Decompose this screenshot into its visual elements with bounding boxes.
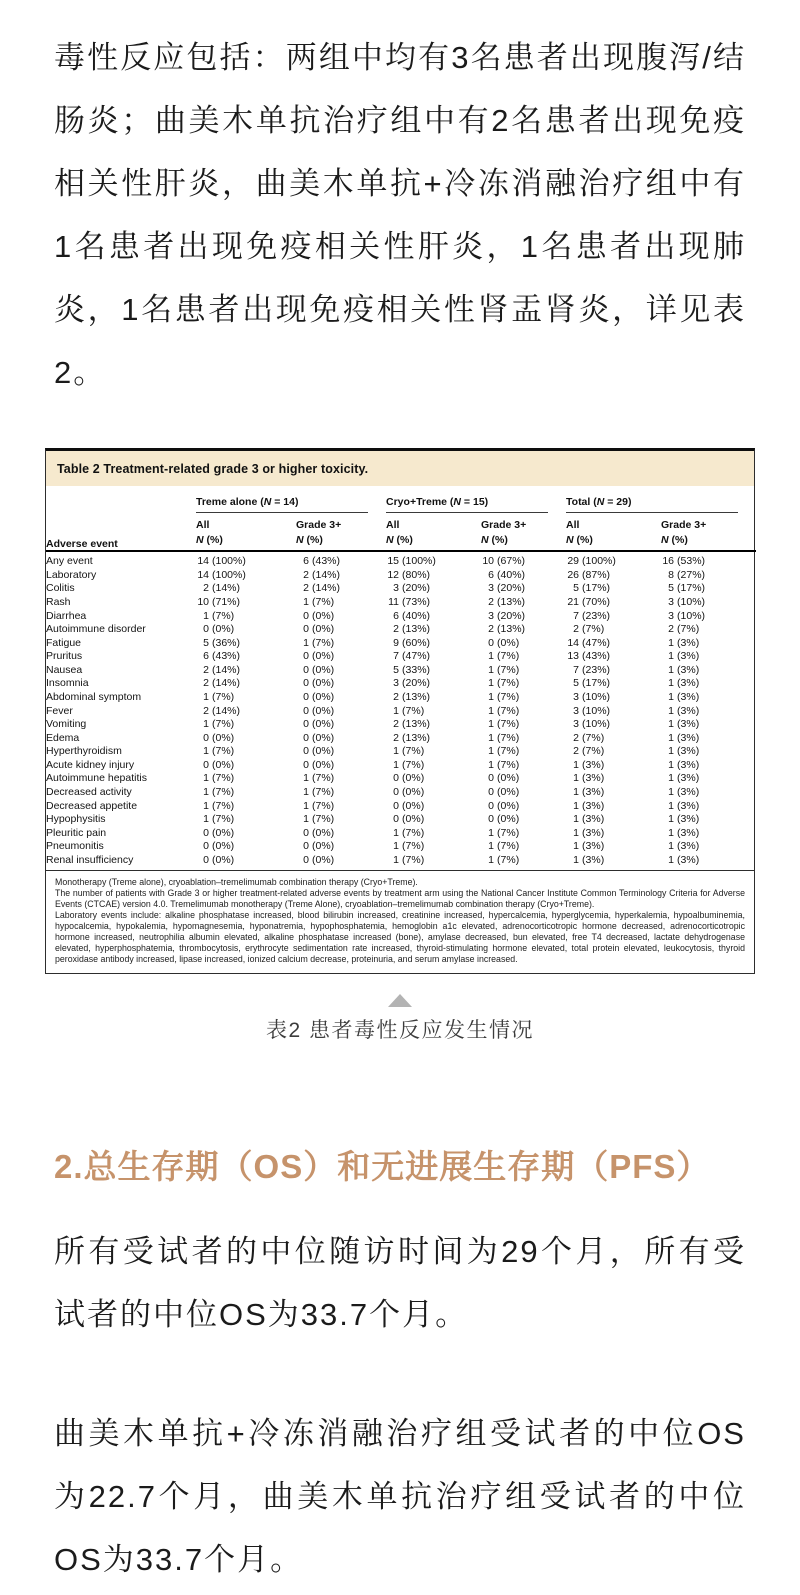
table-row	[46, 853, 756, 867]
table-cell: 1 (7%)	[488, 758, 520, 771]
table-cell: 0 (0%)	[393, 786, 425, 799]
adverse-event-name: Laboratory	[46, 568, 97, 581]
table-cell: 1 (7%)	[203, 718, 235, 731]
table-cell: 5 (36%)	[203, 636, 241, 649]
table-cell: 2 (13%)	[393, 690, 431, 703]
table-cell: 1 (3%)	[668, 690, 700, 703]
table-cell: 0 (0%)	[488, 799, 520, 812]
table-cell: 1 (3%)	[668, 731, 700, 744]
table-cell: 2 (13%)	[488, 623, 526, 636]
table-cell: 1 (3%)	[668, 813, 700, 826]
adverse-event-name: Autoimmune disorder	[46, 623, 146, 636]
adverse-event-name: Pruritus	[46, 650, 83, 663]
table-row	[46, 772, 756, 786]
grade3-subheader: Grade 3+	[296, 519, 342, 531]
table-cell: 2 (14%)	[303, 568, 341, 581]
table-cell: 2 (14%)	[203, 582, 241, 595]
table-cell: 2 (13%)	[393, 718, 431, 731]
table-cell: 3 (10%)	[573, 704, 611, 717]
table-row	[46, 690, 756, 704]
table-cell: 1 (3%)	[668, 745, 700, 758]
table-cell: 1 (7%)	[488, 704, 520, 717]
table-cell: 1 (3%)	[573, 853, 605, 866]
table-cell: 1 (3%)	[668, 677, 700, 690]
table-cell: 0 (0%)	[393, 772, 425, 785]
table-cell: 1 (7%)	[203, 772, 235, 785]
adverse-event-name: Decreased activity	[46, 786, 132, 799]
table-cell: 0 (0%)	[488, 772, 520, 785]
table-cell: 2 (7%)	[573, 731, 605, 744]
table-cell: 0 (0%)	[393, 799, 425, 812]
table-cell: 1 (7%)	[393, 704, 425, 717]
adverse-event-name: Edema	[46, 731, 80, 744]
table-cell: 1 (3%)	[668, 704, 700, 717]
all-subheader: All	[566, 519, 580, 531]
table-row	[46, 609, 756, 623]
table-cell: 1 (3%)	[668, 663, 700, 676]
adverse-event-name: Diarrhea	[46, 609, 87, 622]
table-body	[46, 551, 756, 867]
table-cell: 2 (7%)	[573, 745, 605, 758]
table-cell: 3 (20%)	[488, 582, 526, 595]
followup-paragraph: 所有受试者的中位随访时间为29个月，所有受试者的中位OS为33.7个月。	[54, 1233, 746, 1332]
table-cell: 12 (80%)	[387, 568, 431, 581]
adverse-event-name: Rash	[46, 595, 71, 608]
table-cell: 6 (43%)	[303, 555, 341, 568]
table-cell: 7 (23%)	[573, 663, 611, 676]
table-caption: 表2 患者毒性反应发生情况	[265, 1018, 534, 1042]
table-cell: 1 (3%)	[668, 636, 700, 649]
table-cell: 1 (3%)	[668, 772, 700, 785]
footnote: The number of patients with Grade 3 or higher treatment-related adverse events by treatment arm using the National Cancer Institute Common Terminology Criteria for Adverse Events (CTCAE) version 4.0. Tremelimumab monotherapy (Treme Alone), cryoablation–tremelimumab combination therapy (Cryo+Treme).	[55, 887, 745, 909]
table-row	[46, 677, 756, 691]
table-cell: 3 (10%)	[573, 718, 611, 731]
toxicity-table	[46, 494, 756, 867]
table-cell: 0 (0%)	[488, 636, 520, 649]
table-cell: 11 (73%)	[388, 595, 431, 608]
table-cell: 1 (7%)	[303, 636, 335, 649]
table-cell: 1 (3%)	[573, 772, 605, 785]
table-cell: 1 (7%)	[488, 663, 520, 676]
adverse-event-name: Insomnia	[46, 677, 89, 690]
table-cell: 1 (7%)	[488, 826, 520, 839]
table-cell: 1 (7%)	[393, 745, 425, 758]
divider-triangle-icon	[388, 994, 412, 1007]
table-cell: 1 (7%)	[303, 786, 335, 799]
table-cell: 16 (53%)	[662, 555, 706, 568]
table-cell: 1 (3%)	[668, 826, 700, 839]
all-subheader: All	[196, 519, 210, 531]
table-cell: 0 (0%)	[303, 718, 335, 731]
n-pct-subheader: N (%)	[386, 534, 413, 546]
table-cell: 1 (3%)	[668, 799, 700, 812]
table-cell: 1 (7%)	[393, 853, 425, 866]
adverse-event-column-header: Adverse event	[46, 538, 118, 550]
table-cell: 26 (87%)	[567, 568, 611, 581]
table-row	[46, 799, 756, 813]
table-cell: 1 (7%)	[488, 650, 520, 663]
table2-figure	[45, 448, 755, 974]
table-cell: 2 (13%)	[393, 731, 431, 744]
table-cell: 0 (0%)	[303, 758, 335, 771]
table-cell: 1 (7%)	[203, 690, 235, 703]
table-row	[46, 731, 756, 745]
table-row	[46, 704, 756, 718]
table-cell: 0 (0%)	[303, 745, 335, 758]
table-row	[46, 582, 756, 596]
table-cell: 1 (7%)	[303, 799, 335, 812]
table-footnotes	[46, 870, 754, 973]
table-cell: 2 (14%)	[203, 663, 241, 676]
adverse-event-name: Renal insufficiency	[46, 853, 134, 866]
table-cell: 8 (27%)	[668, 568, 706, 581]
table-cell: 2 (14%)	[303, 582, 341, 595]
table-cell: 1 (7%)	[488, 731, 520, 744]
section-heading: 2.总生存期（OS）和无进展生存期（PFS）	[54, 1147, 711, 1185]
table-cell: 1 (7%)	[203, 609, 235, 622]
adverse-event-name: Hypophysitis	[46, 813, 106, 826]
table-cell: 1 (3%)	[668, 840, 700, 853]
table-cell: 0 (0%)	[303, 731, 335, 744]
adverse-event-name: Pneumonitis	[46, 840, 104, 853]
table-cell: 3 (10%)	[668, 609, 706, 622]
adverse-event-name: Fatigue	[46, 636, 82, 649]
table-cell: 2 (14%)	[203, 704, 241, 717]
table-cell: 3 (10%)	[573, 690, 611, 703]
table-cell: 1 (7%)	[488, 853, 520, 866]
adverse-event-name: Fever	[46, 704, 73, 717]
table-row	[46, 826, 756, 840]
table-cell: 1 (7%)	[488, 718, 520, 731]
table-row	[46, 622, 756, 636]
table-cell: 1 (3%)	[573, 799, 605, 812]
table-header	[46, 494, 756, 551]
adverse-event-name: Any event	[46, 555, 93, 568]
table-cell: 1 (3%)	[573, 758, 605, 771]
table-row	[46, 812, 756, 826]
table-cell: 2 (7%)	[573, 623, 605, 636]
table-cell: 6 (43%)	[203, 650, 241, 663]
table-cell: 1 (3%)	[573, 813, 605, 826]
adverse-event-name: Vomiting	[46, 718, 87, 731]
table-row	[46, 840, 756, 854]
table-cell: 3 (20%)	[393, 677, 431, 690]
table-cell: 10 (67%)	[482, 555, 526, 568]
table-cell: 1 (3%)	[668, 853, 700, 866]
table-cell: 3 (10%)	[668, 595, 706, 608]
adverse-event-name: Abdominal symptom	[46, 690, 142, 703]
table-cell: 1 (7%)	[488, 840, 520, 853]
table-cell: 1 (3%)	[668, 758, 700, 771]
table-row	[46, 663, 756, 677]
table-row	[46, 649, 756, 663]
table-cell: 1 (7%)	[303, 595, 335, 608]
n-pct-subheader: N (%)	[661, 534, 688, 546]
table-row	[46, 636, 756, 650]
table-cell: 1 (3%)	[668, 650, 700, 663]
table-cell: 5 (33%)	[393, 663, 431, 676]
table-cell: 1 (7%)	[393, 840, 425, 853]
os-paragraph: 曲美木单抗+冷冻消融治疗组受试者的中位OS为22.7个月，曲美木单抗治疗组受试者的中位OS为33.7个月。	[54, 1415, 746, 1577]
table-cell: 14 (100%)	[197, 555, 246, 568]
table-cell: 0 (0%)	[203, 853, 235, 866]
adverse-event-name: Hyperthyroidism	[46, 745, 122, 758]
table-cell: 9 (60%)	[393, 636, 431, 649]
table-title: Table 2 Treatment-related grade 3 or higher toxicity.	[46, 451, 754, 486]
table-cell: 1 (3%)	[573, 840, 605, 853]
adverse-event-name: Colitis	[46, 582, 75, 595]
table-cell: 2 (13%)	[488, 595, 526, 608]
table-cell: 15 (100%)	[387, 555, 436, 568]
table-cell: 1 (7%)	[203, 745, 235, 758]
table-cell: 0 (0%)	[303, 650, 335, 663]
table-cell: 1 (3%)	[668, 786, 700, 799]
table-cell: 5 (17%)	[573, 677, 611, 690]
table-cell: 1 (3%)	[668, 718, 700, 731]
table-cell: 1 (7%)	[488, 745, 520, 758]
adverse-event-name: Decreased appetite	[46, 799, 138, 812]
table-row	[46, 595, 756, 609]
table-cell: 0 (0%)	[203, 623, 235, 636]
table-cell: 5 (17%)	[573, 582, 611, 595]
table-cell: 2 (7%)	[668, 623, 700, 636]
grade3-subheader: Grade 3+	[481, 519, 527, 531]
table-cell: 1 (7%)	[488, 677, 520, 690]
table-row	[46, 551, 756, 568]
table-cell: 29 (100%)	[567, 555, 616, 568]
table-cell: 1 (7%)	[393, 826, 425, 839]
table-cell: 0 (0%)	[488, 813, 520, 826]
table-cell: 0 (0%)	[203, 840, 235, 853]
table-cell: 14 (100%)	[197, 568, 246, 581]
table-cell: 3 (20%)	[393, 582, 431, 595]
table-cell: 0 (0%)	[303, 704, 335, 717]
table-cell: 7 (47%)	[393, 650, 431, 663]
table-cell: 2 (13%)	[393, 623, 431, 636]
table-cell: 1 (7%)	[203, 799, 235, 812]
n-pct-subheader: N (%)	[196, 534, 223, 546]
table-cell: 1 (7%)	[203, 813, 235, 826]
table-cell: 21 (70%)	[567, 595, 611, 608]
column-group-header: Treme alone (N = 14)	[196, 494, 386, 513]
table-cell: 0 (0%)	[203, 731, 235, 744]
table-cell: 10 (71%)	[197, 595, 241, 608]
table-cell: 1 (7%)	[488, 690, 520, 703]
intro-paragraph: 毒性反应包括：两组中均有3名患者出现腹泻/结肠炎；曲美木单抗治疗组中有2名患者出现免疫相关性肝炎，曲美木单抗+冷冻消融治疗组中有1名患者出现免疫相关性肝炎，1名患者出现肺炎，1名患者出现免疫相关性肾盂肾炎，详见表2。	[54, 40, 746, 390]
table-cell: 14 (47%)	[567, 636, 611, 649]
table-row	[46, 745, 756, 759]
footnote: Laboratory events include: alkaline phosphatase increased, blood bilirubin increased, creatinine increased, hypercalcemia, hyperglycemia, hyperkalemia, hypoalbuminemia, hypocalcemia, hypokalemia, hypomagnesemia, hyponatremia, hypophosphatemia, hemoglobin a1c elevated, adrenocorticotropic hormone decreased, adrenocorticotropic hormone increased, neutrophilia albumin elevated, alkaline phosphatase increased (bone), amylase decreased, bun elevated, free T4 decreased, lactate dehydrogenase elevated, hyperphosphatemia, thrombocytosis, erythrocyte sedimentation rate increased, thyroid-stimulating hormone elevated, total protein elevated, leukocytosis, thyroid peroxidase antibody increased, lipase increased, ionized calcium decrease, proteinuria, and serum amylase increased.	[55, 909, 745, 964]
adverse-event-name: Nausea	[46, 663, 83, 676]
column-group-header: Cryo+Treme (N = 15)	[386, 494, 566, 513]
table-cell: 0 (0%)	[303, 663, 335, 676]
table-cell: 13 (43%)	[567, 650, 611, 663]
grade3-subheader: Grade 3+	[661, 519, 707, 531]
table-cell: 1 (7%)	[203, 786, 235, 799]
n-pct-subheader: N (%)	[296, 534, 323, 546]
table-cell: 1 (7%)	[303, 813, 335, 826]
adverse-event-name: Acute kidney injury	[46, 758, 135, 771]
table-cell: 6 (40%)	[488, 568, 526, 581]
table-cell: 1 (7%)	[393, 758, 425, 771]
table-cell: 5 (17%)	[668, 582, 706, 595]
table-row	[46, 568, 756, 582]
table-cell: 7 (23%)	[573, 609, 611, 622]
table-cell: 0 (0%)	[203, 826, 235, 839]
adverse-event-name: Autoimmune hepatitis	[46, 772, 147, 785]
table-cell: 0 (0%)	[303, 677, 335, 690]
table-cell: 1 (3%)	[573, 826, 605, 839]
all-subheader: All	[386, 519, 400, 531]
adverse-event-name: Pleuritic pain	[46, 826, 107, 839]
footnote: Monotherapy (Treme alone), cryoablation–tremelimumab combination therapy (Cryo+Treme).	[55, 876, 418, 887]
table-cell: 0 (0%)	[393, 813, 425, 826]
table-cell: 1 (7%)	[303, 772, 335, 785]
table-cell: 0 (0%)	[303, 690, 335, 703]
table-cell: 0 (0%)	[488, 786, 520, 799]
table-cell: 3 (20%)	[488, 609, 526, 622]
table-cell: 0 (0%)	[303, 840, 335, 853]
table-cell: 0 (0%)	[303, 853, 335, 866]
table-cell: 0 (0%)	[303, 826, 335, 839]
table-cell: 6 (40%)	[393, 609, 431, 622]
table-cell: 0 (0%)	[303, 609, 335, 622]
table-row	[46, 785, 756, 799]
n-pct-subheader: N (%)	[481, 534, 508, 546]
table-row	[46, 717, 756, 731]
table-cell: 0 (0%)	[203, 758, 235, 771]
n-pct-subheader: N (%)	[566, 534, 593, 546]
table-cell: 0 (0%)	[303, 623, 335, 636]
table-cell: 1 (3%)	[573, 786, 605, 799]
table-row	[46, 758, 756, 772]
column-group-header: Total (N = 29)	[566, 494, 756, 513]
table-cell: 2 (14%)	[203, 677, 241, 690]
